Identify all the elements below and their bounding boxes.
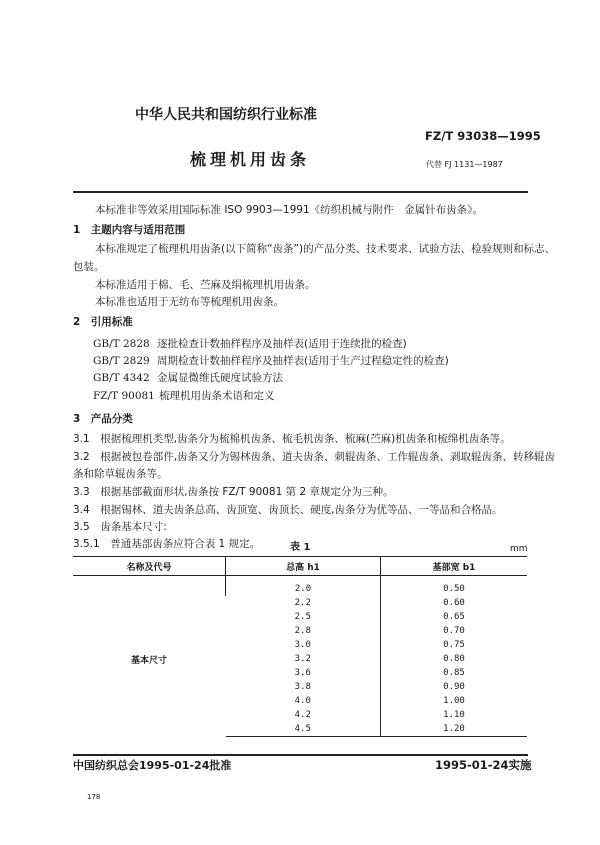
cell-base-width: 1.00	[381, 694, 528, 708]
table-caption: 表 1	[290, 542, 311, 553]
cell-base-width: 0.60	[381, 596, 528, 610]
cell-base-width: 1.10	[381, 708, 528, 722]
ref-code: FZ/T 90081	[93, 390, 155, 402]
table-row	[73, 576, 527, 597]
page-number: 178	[87, 793, 101, 801]
cell-total-height: 4.0	[294, 696, 311, 706]
section-2-heading: 2 引用标准	[73, 316, 133, 328]
dimension-table	[73, 556, 527, 737]
clause-3-3: 3.3 根据基部截面形状,齿条按 FZ/T 90081 第 2 章规定分为三种。	[73, 486, 394, 498]
cell-total-height: 2.0	[226, 576, 381, 597]
cell-base-width: 0.80	[381, 652, 528, 666]
cell-total-height: 2.8	[294, 626, 311, 636]
cell-base-width: 0.50	[381, 576, 528, 597]
cell-total-height: 4.2	[294, 710, 311, 720]
intro-text: 本标准非等效采用国际标准 ISO 9903—1991《纺织机械与附件 金属针布齿条》。	[95, 204, 483, 216]
row-label: 基本尺寸	[130, 655, 167, 666]
paragraph: 本标准适用于棉、毛、苎麻及绢梳理机用齿条。	[95, 279, 316, 291]
standard-code: FZ/T 93038—1995	[425, 129, 541, 143]
footer-rule	[73, 754, 528, 756]
clause-3-4: 3.4 根据锡林、道夫齿条总高、齿顶宽、齿顶长、硬度,齿条分为优等品、一等品和合格品。	[73, 504, 503, 516]
paragraph: 本标准规定了梳理机用齿条(以下简称“齿条”)的产品分类、技术要求、试验方法、检验规则和标志、	[95, 243, 556, 255]
approval-text: 中国纺织总会1995-01-24批准	[73, 759, 232, 772]
table-unit: mm	[510, 544, 528, 554]
section-1-heading: 1 主题内容与适用范围	[73, 224, 186, 236]
ref-title: 逐批检查计数抽样程序及抽样表(适用于连续批的检查)	[157, 338, 407, 350]
doc-title: 梳理机用齿条	[190, 150, 311, 169]
cell-total-height: 4.5	[226, 722, 381, 737]
clause-3-2-cont: 条和除草辊齿条等。	[73, 468, 168, 480]
cell-total-height: 2.5	[294, 612, 311, 622]
paragraph: 本标准也适用于无纺布等梳理机用齿条。	[95, 296, 284, 308]
ref-title: 周期检查计数抽样程序及抽样表(适用于生产过程稳定性的检查)	[157, 355, 449, 367]
cell-base-width: 0.90	[381, 680, 528, 694]
cell-total-height: 3.0	[294, 640, 311, 650]
clause-3-5-1: 3.5.1 普通基部齿条应符合表 1 规定。	[73, 538, 261, 550]
cell-total-height: 3.2	[294, 654, 311, 664]
issuing-org: 中华人民共和国纺织行业标准	[135, 107, 317, 123]
clause-3-5: 3.5 齿条基本尺寸:	[73, 521, 167, 533]
ref-code: GB/T 2829	[93, 355, 150, 367]
effective-text: 1995-01-24实施	[435, 758, 532, 772]
col-header-height: 总高 h1	[226, 557, 381, 576]
cell-total-height: 3.6	[294, 668, 311, 678]
clause-3-2: 3.2 根据被包卷部件,齿条又分为锡林齿条、道夫齿条、刺辊齿条、工作辊齿条、剥取辊齿条、转移辊齿	[73, 451, 556, 463]
ref-code: GB/T 4342	[93, 372, 150, 384]
replaces-note: 代替 FJ 1131—1987	[426, 160, 503, 169]
clause-3-1: 3.1 根据梳理机类型,齿条分为梳棉机齿条、梳毛机齿条、梳麻(苎麻)机齿条和梳绵机齿条等。	[73, 433, 511, 445]
section-3-heading: 3 产品分类	[73, 413, 133, 425]
header-rule	[73, 191, 528, 193]
cell-base-width: 0.85	[381, 666, 528, 680]
ref-title: 金属显微维氏硬度试验方法	[157, 372, 283, 384]
col-header-name: 名称及代号	[73, 557, 226, 576]
paragraph: 包装。	[73, 261, 105, 273]
cell-base-width: 0.75	[381, 638, 528, 652]
cell-base-width: 0.70	[381, 624, 528, 638]
cell-total-height: 2.2	[294, 598, 311, 608]
col-header-width: 基部宽 b1	[381, 557, 528, 576]
cell-base-width: 1.20	[381, 722, 528, 737]
ref-title: 梳理机用齿条术语和定义	[159, 390, 275, 402]
ref-code: GB/T 2828	[93, 338, 150, 350]
cell-total-height: 3.8	[294, 682, 311, 692]
cell-base-width: 0.65	[381, 610, 528, 624]
